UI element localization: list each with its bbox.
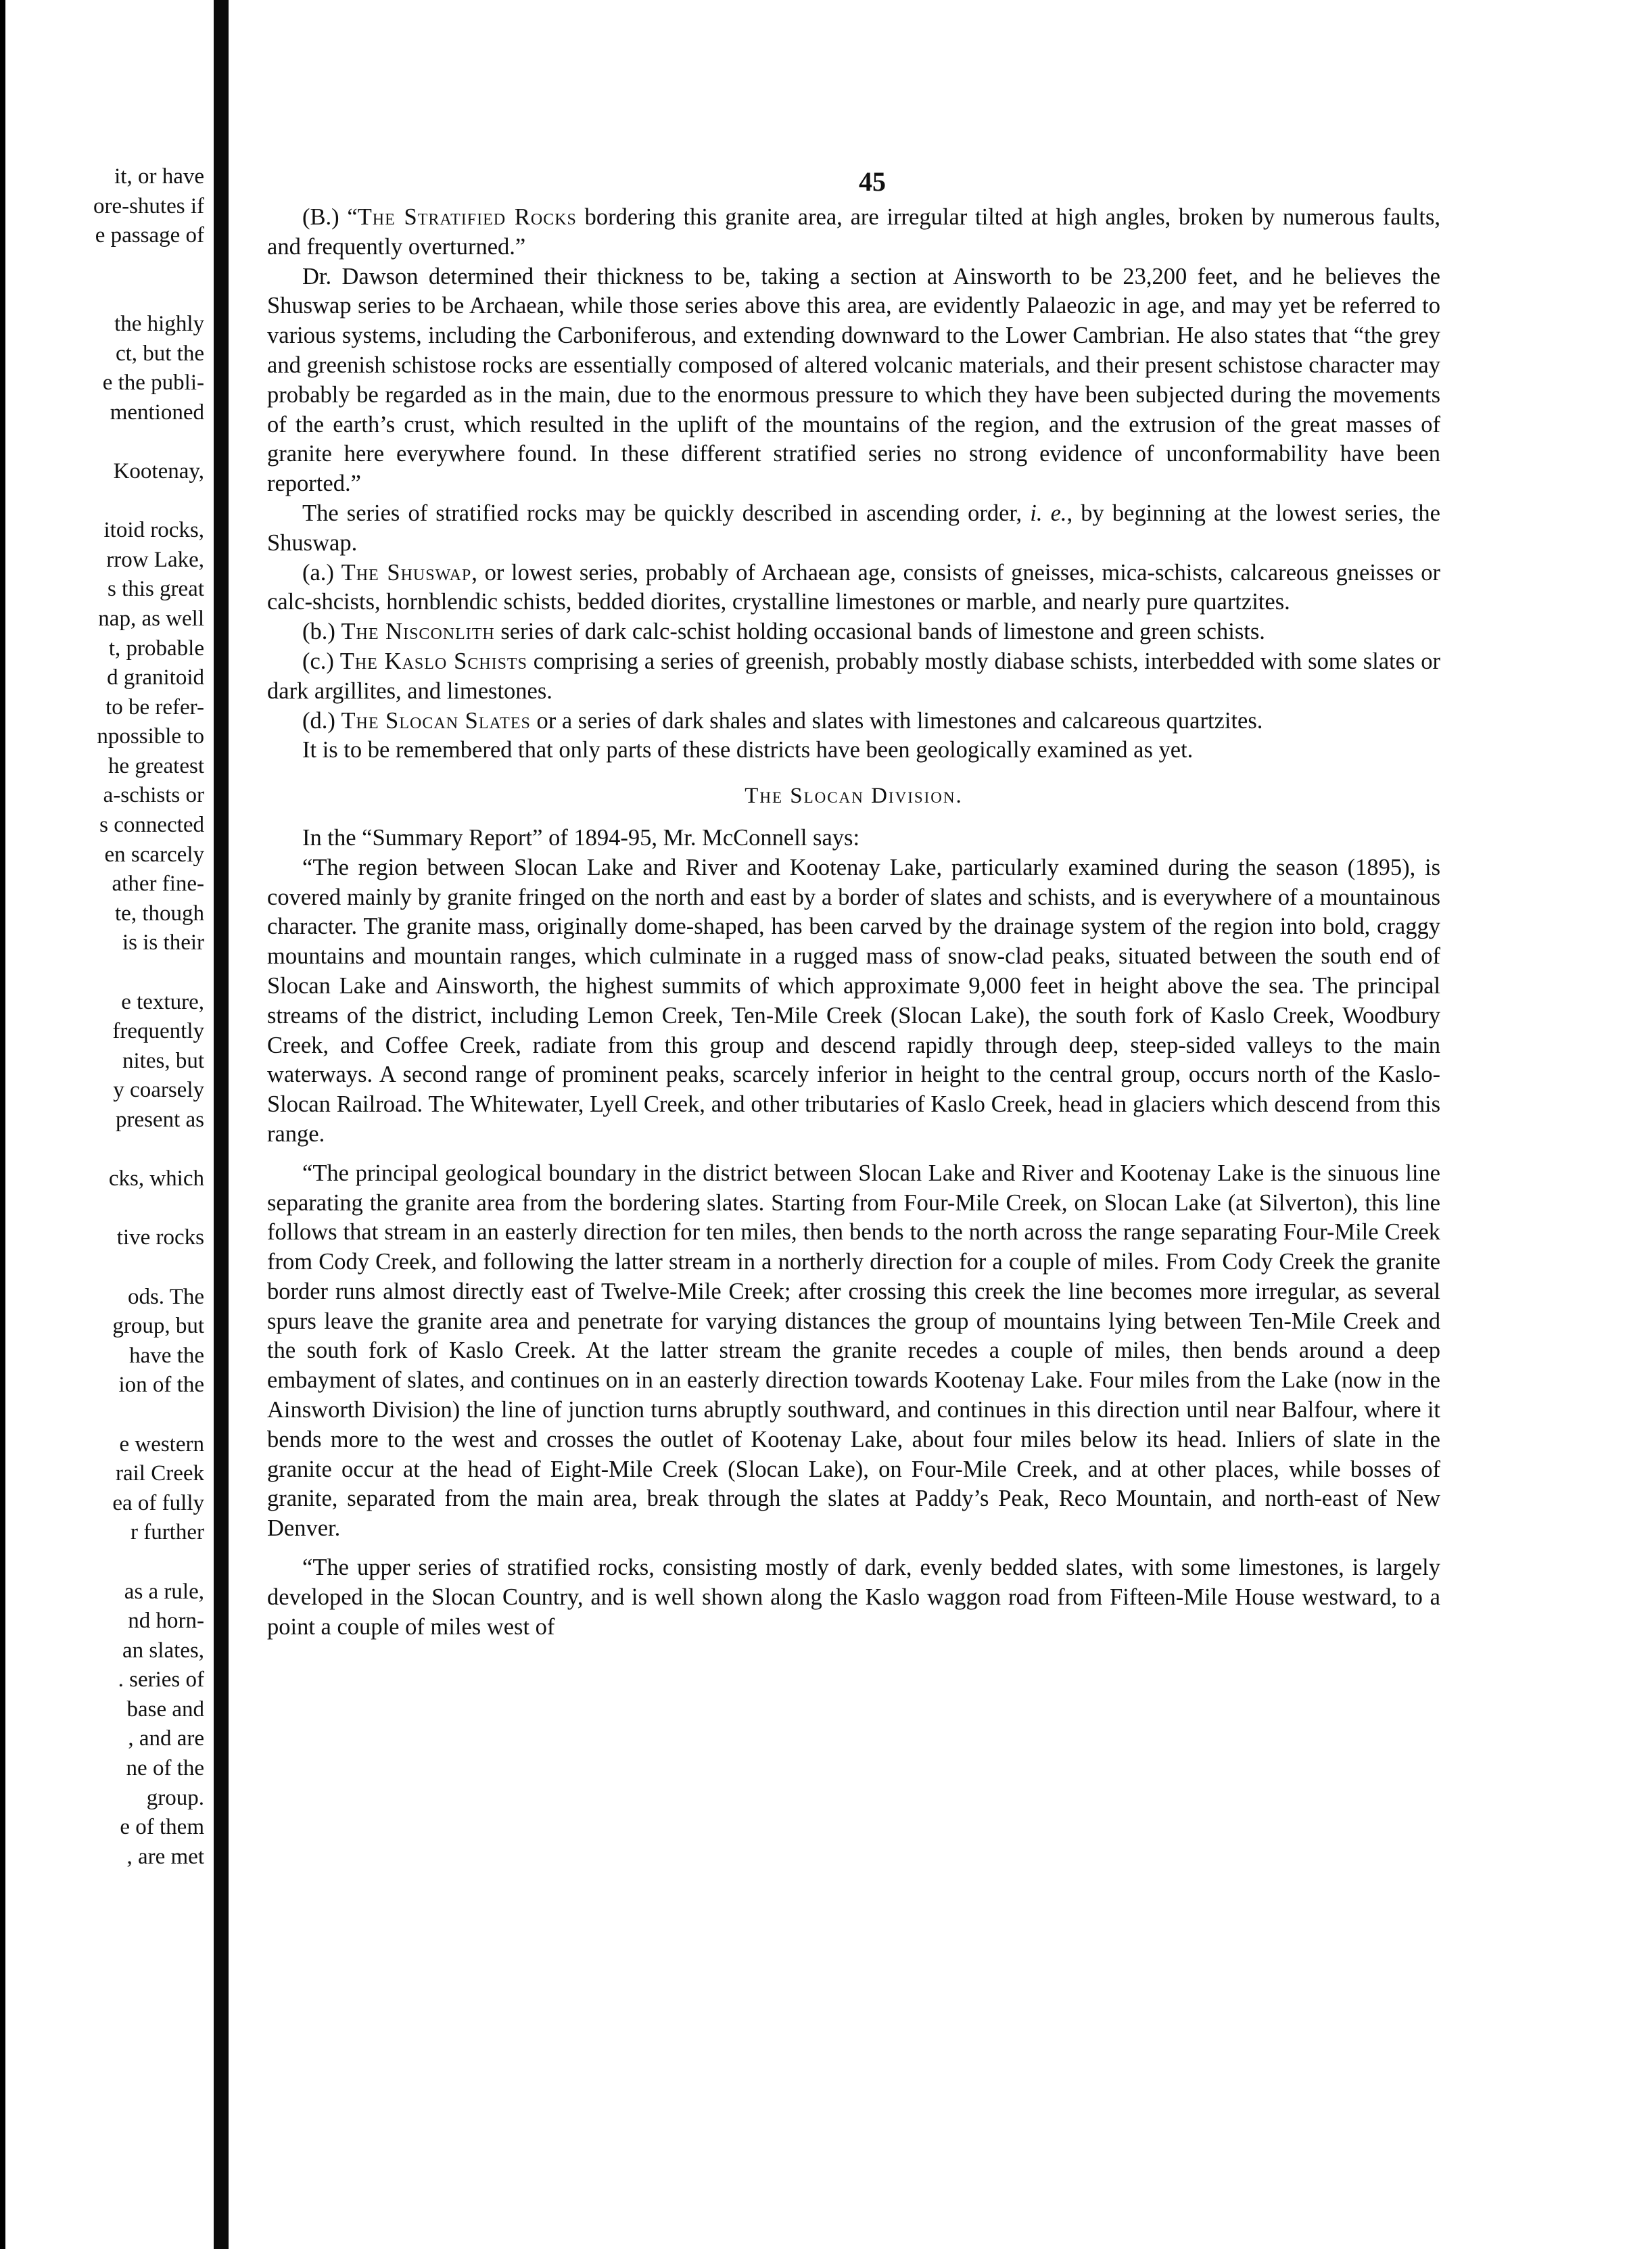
- prev-page-line: ather fine-: [112, 872, 204, 897]
- main-text-column: [267, 203, 1440, 1642]
- prev-page-line: as a rule,: [124, 1579, 204, 1604]
- prev-page-line: , are met: [126, 1844, 204, 1869]
- prev-page-line: itoid rocks,: [103, 518, 204, 543]
- prev-page-line: e western: [119, 1431, 204, 1457]
- prev-page-line: e passage of: [95, 223, 204, 248]
- item-slocan-slates: [267, 707, 1440, 736]
- paragraph-stratified-rocks: [267, 203, 1440, 262]
- label: (B.) “: [302, 204, 358, 230]
- prev-page-line: nd horn-: [128, 1609, 204, 1634]
- term: The Nisconlith: [341, 619, 495, 645]
- prev-page-line: ore-shutes if: [93, 193, 204, 218]
- prev-page-line: t, probable: [108, 636, 204, 661]
- prev-page-line: . series of: [118, 1667, 204, 1692]
- prev-page-line: ods. The: [127, 1284, 204, 1309]
- prev-page-line: cks, which: [108, 1166, 204, 1191]
- blank-line: [0, 1400, 210, 1430]
- prev-page-line: e texture,: [121, 989, 204, 1014]
- paragraph-summary-report: In the “Summary Report” of 1894-95, Mr. McConnell says:: [302, 824, 860, 851]
- blank-line: [0, 1194, 210, 1224]
- quote-boundary: “The principal geological boundary in the district between Slocan Lake and River and Kootenay Lake is the sinuous line separating the granite area from the bordering slates. Starting from Four-Mile Creek, on Slocan Lake (at Silverton), this line follows that stream in an easterly direction for ten miles, then bends to the north across the range separating Four-Mile Creek from Cody Creek, and following the latter stream in a northerly direction for a couple of miles. From Cody Creek the granite border runs almost directly east of Twelve-Mile Creek; after crossing this creek the line becomes more irregular, as several spurs leave the granite area and penetrate for varying distances the group of mountains lying between Ten-Mile Creek and the south fork of Kaslo Creek. At the latter stream the granite recedes a couple of miles, then bends around a deep embayment of slates, and continues on in an easterly direction towards Kootenay Lake. Four miles from the Lake (now in the Ainsworth Division) the line of junction turns abruptly southward, and continues in this direction until near Balfour, where it bends more to the west and crosses the outlet of Kootenay Lake, about four miles below its head. Inliers of slate in the granite occur at the head of Eight-Mile Creek (Slocan Lake), on Four-Mile Creek, and at other places, while bosses of granite, separated from the main area, break through the slates at Paddy’s Peak, Reco Mountain, and north-east of New Denver.: [267, 1160, 1440, 1542]
- blank-line: [0, 1135, 210, 1165]
- label: (b.): [302, 619, 341, 645]
- text: , or lowest series, probably of Archaean age, consists of gneisses, mica-schists, calcareous gneisses or calc-shcists, hornblendic schists, bedded diorites, crystalline limestones or marble, and nearly pure quartzites.: [267, 559, 1440, 615]
- prev-page-line: te, though: [115, 901, 204, 926]
- prev-page-line: an slates,: [122, 1638, 204, 1663]
- blank-line: [0, 1548, 210, 1578]
- prev-page-line: it, or have: [114, 164, 204, 189]
- term: The Kaslo Schists: [339, 648, 527, 674]
- quote-region: “The region between Slocan Lake and River and Kootenay Lake, particularly examined during the season (1895), is covered mainly by granite fringed on the north and east by a border of slates and schists, and is everywhere of a mountainous character. The granite mass, originally dome-shaped, has been carved by the drainage system of the region into bold, craggy mountains and mountain ranges, which culminate in a rugged mass of snow-clad peaks, situated between the south end of Slocan Lake and Ainsworth, the highest summits of which approximate 9,000 feet in height above the sea. The principal streams of the district, including Lemon Creek, Ten-Mile Creek (Slocan Lake), the south fork of Kaslo Creek, Woodbury Creek, and Coffee Creek, radiate from this group and descend rapidly through deep, steep-sided valleys to the main waterways. A second range of prominent peaks, scarcely inferior in height to the central group, occurs north of the Kaslo-Slocan Railroad. The Whitewater, Lyell Creek, and other tributaries of Kaslo Creek, head in glaciers which descend from this range.: [267, 854, 1440, 1147]
- prev-page-line: s this great: [108, 577, 204, 602]
- prev-page-line: e the publi-: [102, 371, 204, 396]
- blank-line: [0, 427, 210, 457]
- blank-line: [0, 958, 210, 988]
- prev-page-line: he greatest: [108, 753, 204, 778]
- prev-page-line: to be refer-: [105, 694, 204, 719]
- prev-page-line: frequently: [112, 1019, 204, 1044]
- abbr: i. e.: [1030, 500, 1067, 526]
- prev-page-line: group, but: [112, 1314, 204, 1339]
- section-heading: The Slocan Division.: [745, 784, 963, 809]
- prev-page-line: nites, but: [122, 1048, 204, 1073]
- prev-page-line: mentioned: [110, 400, 204, 425]
- term: The Shuswap: [341, 559, 472, 586]
- prev-page-line: npossible to: [97, 724, 204, 749]
- prev-page-line: ion of the: [118, 1373, 204, 1398]
- text: bordering this granite area, are irregular tilted at high angles, broken by numerous faults, and frequently overturned.”: [267, 204, 1440, 260]
- blank-line: [0, 280, 210, 310]
- prev-page-line: Kootenay,: [113, 458, 204, 483]
- prev-page-line: e of them: [120, 1815, 204, 1840]
- prev-page-line: present as: [115, 1108, 204, 1132]
- paragraph-remember: It is to be remembered that only parts of these districts have been geologically examined as yet.: [302, 737, 1194, 763]
- term: The Stratified Rocks: [357, 204, 577, 230]
- prev-page-line: base and: [126, 1697, 204, 1722]
- label: (d.): [302, 707, 341, 734]
- text: or a series of dark shales and slates with limestones and calcareous quartzites.: [530, 707, 1263, 734]
- prev-page-line: rail Creek: [115, 1461, 204, 1486]
- prev-page-line: rrow Lake,: [106, 547, 204, 572]
- binding-gutter: [214, 0, 229, 2249]
- prev-page-line: group.: [146, 1785, 204, 1810]
- prev-page-line: the highly: [114, 311, 204, 336]
- prev-page-line: d granitoid: [107, 665, 204, 690]
- prev-page-line: ea of fully: [112, 1490, 204, 1515]
- prev-page-line: ne of the: [126, 1756, 204, 1781]
- blank-line: [0, 487, 210, 517]
- prev-page-line: have the: [129, 1343, 204, 1368]
- prev-page-line: en scarcely: [104, 842, 204, 867]
- page-number: 45: [859, 166, 886, 197]
- text: , by beginning at the lowest series, the Shuswap.: [267, 500, 1440, 556]
- text: series of dark calc-schist holding occasional bands of limestone and green schists.: [494, 619, 1265, 645]
- item-kaslo-schists: [267, 647, 1440, 707]
- prev-page-line: y coarsely: [113, 1078, 204, 1103]
- label: (a.): [302, 559, 341, 586]
- term: The Slocan Slates: [341, 707, 531, 734]
- prev-page-line: is is their: [122, 930, 204, 955]
- prev-page-line: ct, but the: [115, 341, 204, 366]
- prev-page-line: s connected: [99, 813, 204, 838]
- text: comprising a series of greenish, probably mostly diabase schists, interbedded with some slates or dark argillites, and limestones.: [267, 648, 1440, 704]
- prev-page-line: r further: [130, 1520, 204, 1545]
- text: The series of stratified rocks may be quickly described in ascending order,: [302, 500, 1031, 526]
- paragraph-dawson: Dr. Dawson determined their thickness to be, taking a section at Ainsworth to be 23,200 feet, and he believes the Shuswap series to be Archaean, while those series above this area, are evidently Palaeozic in age, and may yet be referred to various systems, including the Carboniferous, and extending downward to the Lower Cambrian. He also states that “the grey and greenish schistose rocks are essentially composed of altered volcanic materials, and their present schistose character may probably be regarded as in the main, due to the enormous pressure to which they have been subjected during the movements of the earth’s crust, which resulted in the uplift of the mountains of the region, and the extrusion of the great masses of granite here everywhere found. In these different stratified series no strong evidence of unconformability have been reported.”: [267, 263, 1440, 497]
- item-shuswap: [267, 559, 1440, 618]
- prev-page-line: , and are: [128, 1726, 204, 1751]
- label: (c.): [302, 648, 340, 674]
- blank-line: [0, 1253, 210, 1283]
- blank-line: [0, 251, 210, 281]
- item-nisconlith: [267, 617, 1440, 647]
- quote-upper-series: “The upper series of stratified rocks, consisting mostly of dark, evenly bedded slates, with some limestones, is largely developed in the Slocan Country, and is well shown along the Kaslo waggon road from Fifteen-Mile House westward, to a point a couple of miles west of: [267, 1555, 1440, 1640]
- previous-page-fragment: [0, 162, 210, 1872]
- prev-page-line: tive rocks: [116, 1225, 204, 1250]
- prev-page-line: nap, as well: [98, 606, 204, 631]
- paragraph-series-order: [267, 499, 1440, 559]
- prev-page-line: a-schists or: [103, 783, 204, 808]
